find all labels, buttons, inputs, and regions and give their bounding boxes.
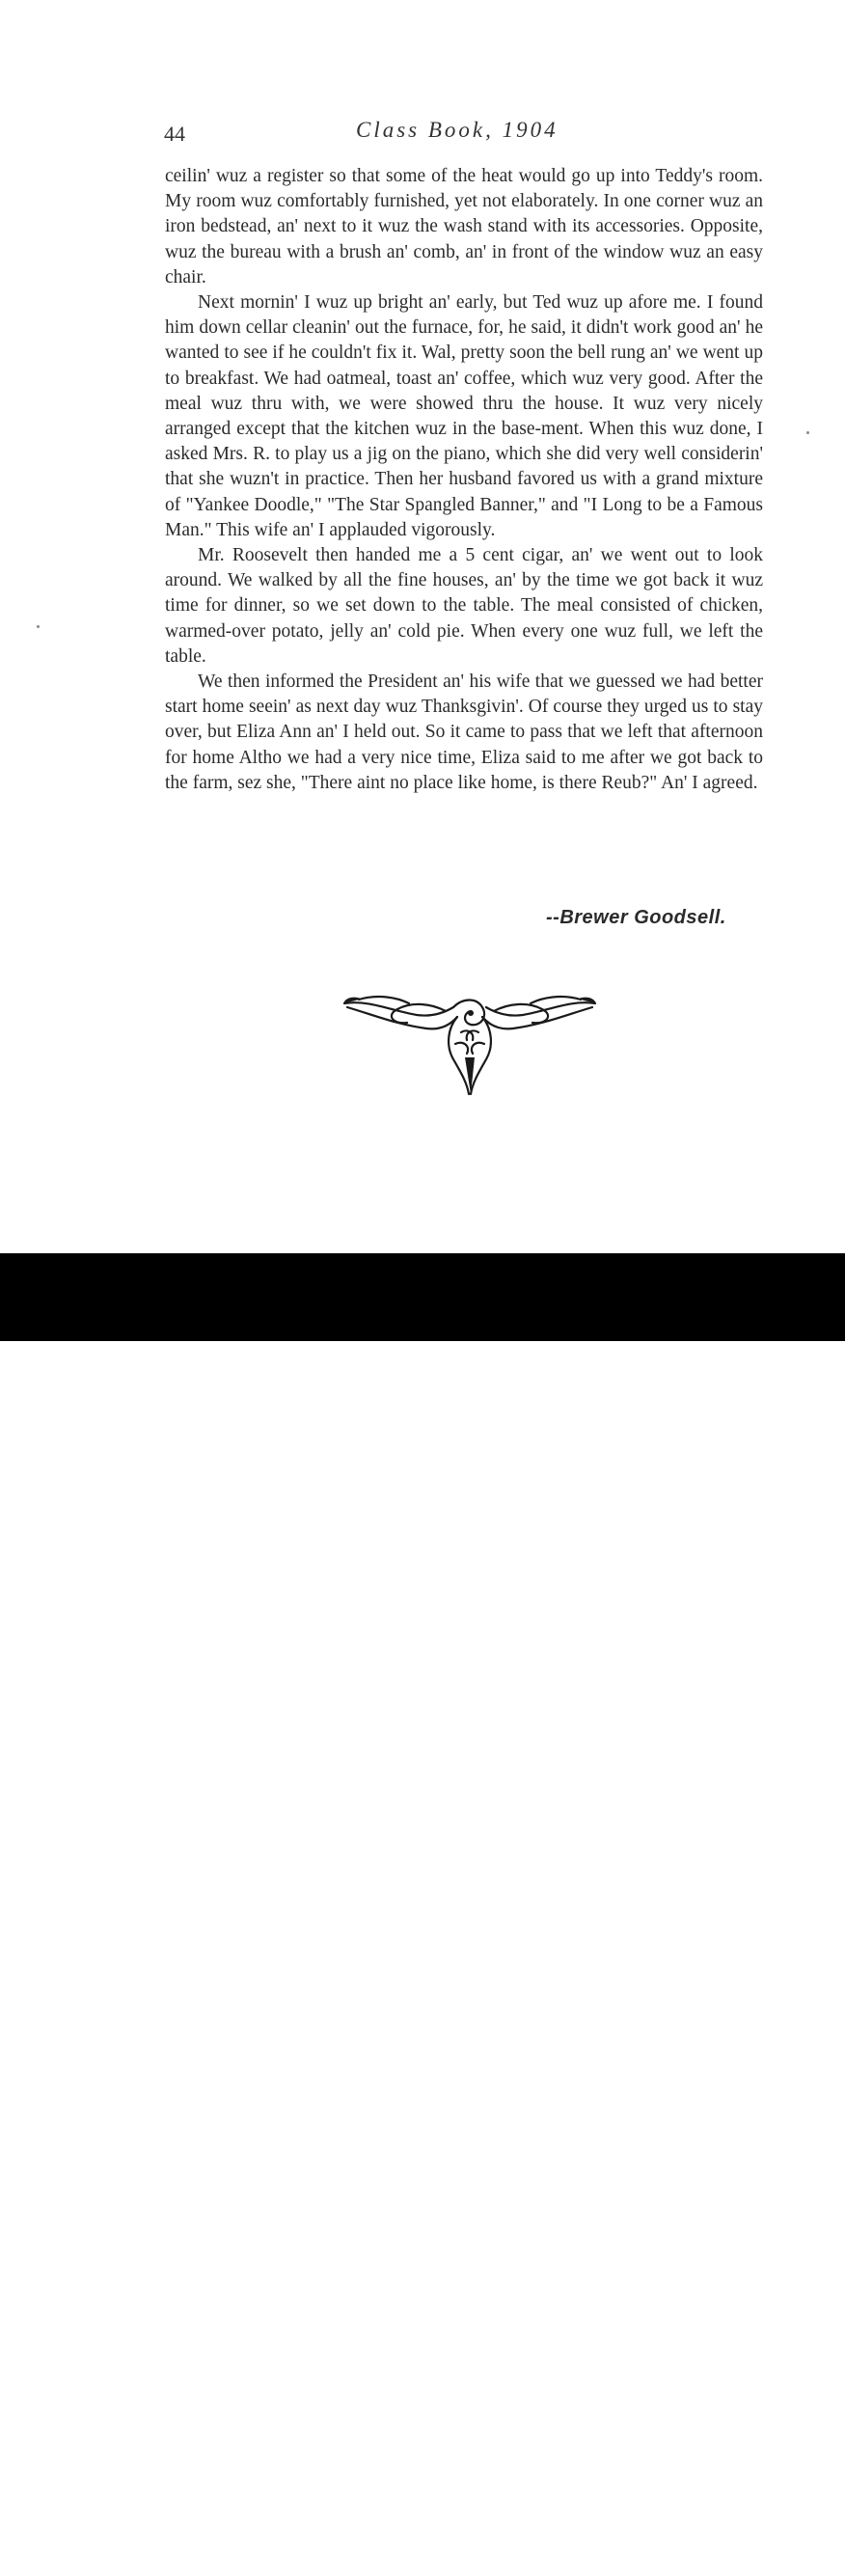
body-text [165, 164, 763, 796]
paragraph-2: Next mornin' I wuz up bright an' early, but Ted wuz up afore me. I found him down cellar cleanin' out the furnace, for, he said, it didn't work good an' he wanted to see if he couldn't fix it. Wal, pretty soon the bell rung an' we went up to breakfast. We had oatmeal, toast an' coffee, which wuz very good. After the meal wuz thru with, we were showed thru the house. It wuz very nicely arranged except that the kitchen wuz in the base-ment. When this wuz done, I asked Mrs. R. to play us a jig on the piano, which she did very well considerin' that she wuzn't in practice. Then her husband favored us with a grand mixture of "Yankee Doodle," "The Star Spangled Banner," and "I Long to be a Famous Man." This wife an' I applauded vigorously. [165, 292, 763, 540]
ornament-flourish-icon [340, 990, 600, 1098]
image-id: 3AKHW5Y [688, 2523, 799, 2547]
paragraph-4: We then informed the President an' his wife that we guessed we had better start home seein' as next day wuz Thanksgivin'. Of course they urged us to stay over, but Eliza Ann an' I held out. So it came to pass that we left that afternoon for home Altho we had a very nice time, Eliza said to me after we got back to the farm, sez she, "There aint no place like home, is there Reub?" An' I agreed. [165, 671, 763, 793]
author-signature: --Brewer Goodsell. [546, 907, 726, 928]
paragraph-1: ceilin' wuz a register so that some of the heat would go up into Teddy's room. My room wuz comfortably furnished, yet not elaborately. In one corner wuz an iron bedstead, an' next to it wuz the wash stand with its accessories. Opposite, wuz the bureau with a brush an' comb, an' in front of the window wuz an easy chair. [165, 166, 763, 288]
paper-speck [806, 431, 809, 434]
page-number: 44 [164, 122, 185, 146]
document-page [0, 0, 845, 1253]
paragraph-3: Mr. Roosevelt then handed me a 5 cent cigar, an' we went out to look around. We walked by all the fine houses, an' by the time we got back it wuz time for dinner, so we set down to the table. The meal consisted of chicken, warmed-over potato, jelly an' cold pie. When every one wuz full, we left the table. [165, 545, 763, 667]
paper-speck [37, 625, 40, 628]
alamy-logo: alamy [39, 2521, 171, 2575]
running-head: Class Book, 1904 [356, 118, 559, 142]
watermark-bar [0, 1253, 845, 2575]
watermark-url: www.alamy.com [668, 2552, 799, 2572]
